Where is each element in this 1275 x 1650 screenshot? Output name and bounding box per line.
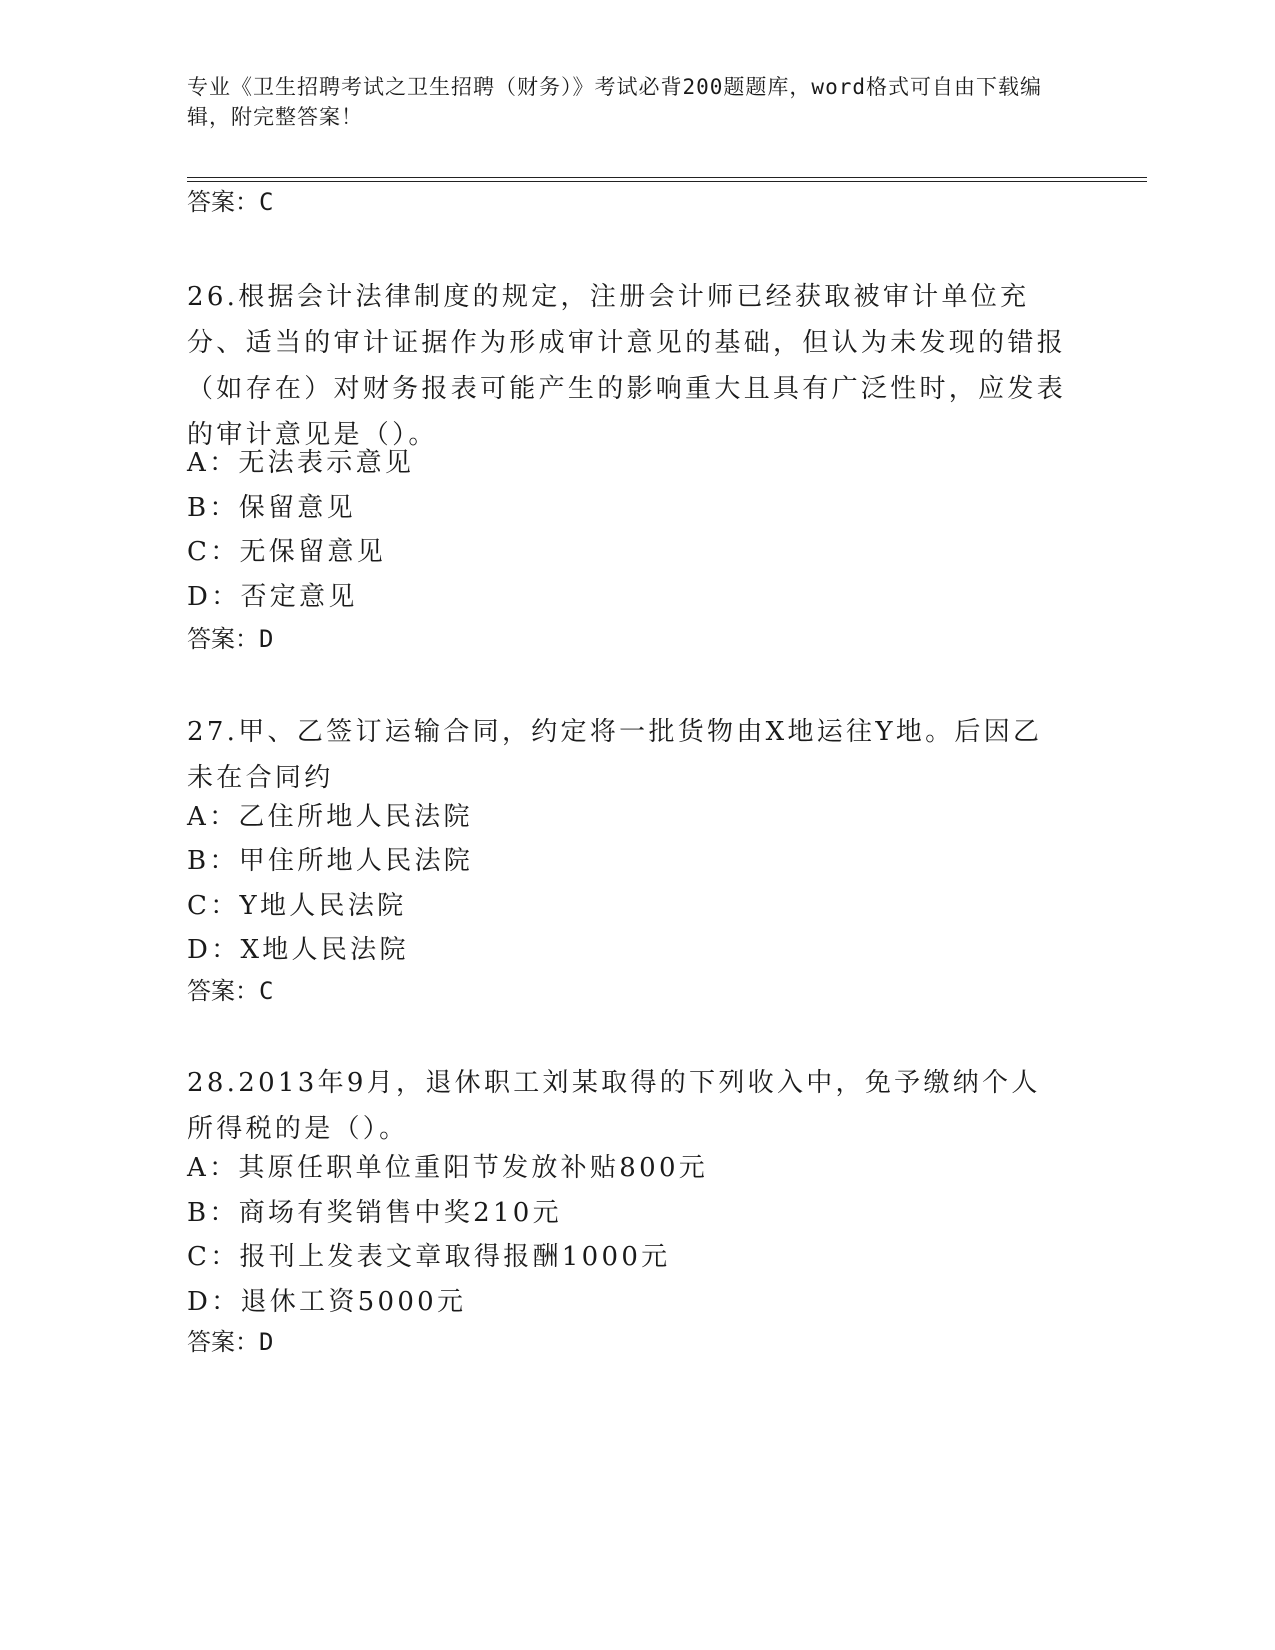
- option-c: C：Y地人民法院: [187, 891, 407, 921]
- answer-line: 答案：C: [187, 188, 274, 216]
- document-header: 专业《卫生招聘考试之卫生招聘（财务）》考试必背200题题库，word格式可自由下载编辑，附完整答案！: [187, 75, 1042, 129]
- question-text: 27.甲、乙签订运输合同，约定将一批货物由X地运往Y地。后因乙未在合同约: [187, 717, 1043, 793]
- question-text: 26.根据会计法律制度的规定，注册会计师已经获取被审计单位充分、适当的审计证据作为形成审计意见的基础，但认为未发现的错报（如存在）对财务报表可能产生的影响重大且具有广泛性时，应发表的审计意见是（）。: [187, 282, 1067, 450]
- answer-line: 答案：D: [187, 625, 274, 653]
- option-a: A：其原任职单位重阳节发放补贴800元: [187, 1153, 709, 1183]
- option-b: B：保留意见: [187, 493, 356, 523]
- option-b: B：商场有奖销售中奖210元: [187, 1198, 562, 1228]
- header-rule-top: [187, 177, 1147, 178]
- option-b: B：甲住所地人民法院: [187, 846, 474, 876]
- option-a: A：乙住所地人民法院: [187, 802, 473, 832]
- question-text: 28.2013年9月，退休职工刘某取得的下列收入中，免予缴纳个人所得税的是（）。: [187, 1068, 1041, 1144]
- option-d: D：否定意见: [187, 582, 358, 612]
- option-d: D：退休工资5000元: [187, 1287, 467, 1317]
- header-rule-bottom: [187, 181, 1147, 182]
- option-c: C：报刊上发表文章取得报酬1000元: [187, 1242, 671, 1272]
- answer-line: 答案：C: [187, 977, 274, 1005]
- option-a: A：无法表示意见: [187, 448, 415, 478]
- option-c: C：无保留意见: [187, 537, 386, 567]
- answer-line: 答案：D: [187, 1328, 274, 1356]
- option-d: D：X地人民法院: [187, 935, 409, 965]
